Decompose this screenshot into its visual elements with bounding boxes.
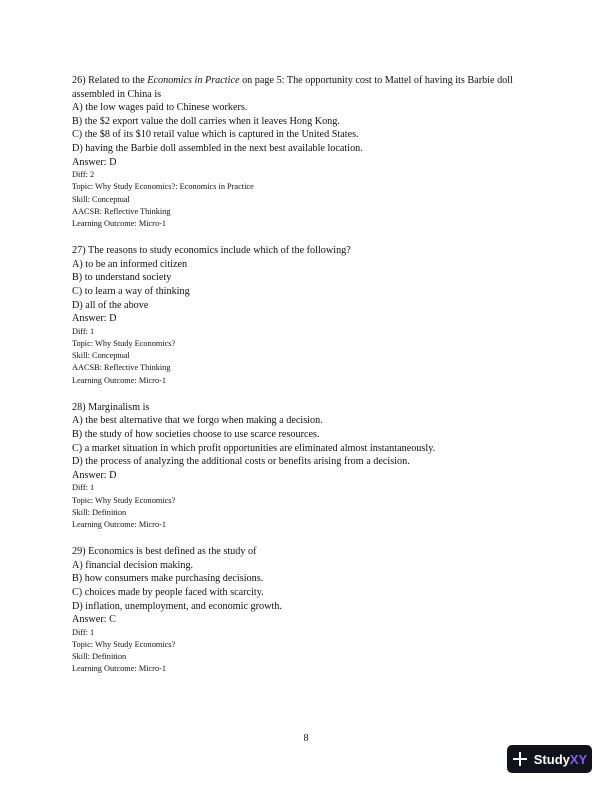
skill: Skill: Conceptual [72, 351, 130, 361]
learning-outcome: Learning Outcome: Micro-1 [72, 519, 167, 529]
difficulty: Diff: 2 [72, 170, 95, 180]
stem-text: Marginalism is [88, 401, 150, 413]
studyxy-badge[interactable] [507, 745, 592, 773]
topic: Topic: Why Study Economics? [72, 338, 176, 348]
skill: Skill: Definition [72, 652, 127, 662]
brand-accent: XY [569, 751, 588, 767]
question-number: 28) [72, 401, 86, 413]
learning-outcome: Learning Outcome: Micro-1 [72, 664, 167, 674]
question-stem [72, 545, 552, 559]
option-a: A) to be an informed citizen [72, 258, 188, 270]
option-b: B) how consumers make purchasing decisions. [72, 573, 264, 585]
difficulty: Diff: 1 [72, 627, 95, 637]
option-c: C) to learn a way of thinking [72, 285, 190, 297]
answer: Answer: D [72, 313, 117, 325]
skill: Skill: Definition [72, 507, 127, 517]
learning-outcome: Learning Outcome: Micro-1 [72, 218, 167, 228]
answer: Answer: D [72, 469, 117, 481]
option-c: C) choices made by people faced with scarcity. [72, 586, 264, 598]
stem-text: The reasons to study economics include which of the following? [87, 245, 351, 257]
question-stem [72, 74, 552, 88]
stem-continuation: assembled in China is [72, 88, 162, 100]
stem-text: on page 5: The opportunity cost to Mattel of having its Barbie doll [239, 75, 513, 86]
topic: Topic: Why Study Economics?: Economics in Practice [72, 182, 254, 192]
question-number: 29) [72, 546, 86, 558]
topic: Topic: Why Study Economics? [72, 639, 176, 649]
question-28 [72, 401, 552, 531]
option-a: A) financial decision making. [72, 559, 194, 571]
topic: Topic: Why Study Economics? [72, 495, 176, 505]
stem-text: Related to the [88, 75, 148, 86]
difficulty: Diff: 1 [72, 326, 95, 336]
plus-icon [512, 751, 528, 767]
option-d: D) inflation, unemployment, and economic growth. [72, 600, 282, 612]
option-b: B) the $2 export value the doll carries when it leaves Hong Kong. [72, 115, 340, 127]
skill: Skill: Conceptual [72, 194, 130, 204]
stem-text: Economics is best defined as the study of [88, 546, 257, 558]
brand-name: Study [533, 751, 570, 767]
question-list [72, 74, 552, 690]
option-a: A) the best alternative that we forgo when making a decision. [72, 415, 323, 427]
question-stem [72, 401, 552, 415]
page-number: 8 [303, 733, 309, 744]
question-29 [72, 545, 552, 675]
option-d: D) the process of analyzing the additional costs or benefits arising from a decision. [72, 456, 410, 468]
answer: Answer: D [72, 156, 117, 168]
question-number: 26) [72, 75, 86, 86]
question-number: 27) [72, 245, 86, 257]
option-b: B) to understand society [72, 272, 172, 284]
aacsb: AACSB: Reflective Thinking [72, 363, 171, 373]
question-26 [72, 74, 552, 230]
question-stem [72, 244, 552, 258]
option-c: C) a market situation in which profit opportunities are eliminated almost instantaneously. [72, 442, 436, 454]
option-d: D) having the Barbie doll assembled in the next best available location. [72, 142, 363, 154]
option-c: C) the $8 of its $10 retail value which is captured in the United States. [72, 129, 359, 141]
learning-outcome: Learning Outcome: Micro-1 [72, 375, 167, 385]
aacsb: AACSB: Reflective Thinking [72, 206, 171, 216]
stem-italic-title: Economics in Practice [147, 75, 240, 86]
question-27 [72, 244, 552, 387]
option-b: B) the study of how societies choose to use scarce resources. [72, 428, 320, 440]
option-d: D) all of the above [72, 299, 149, 311]
difficulty: Diff: 1 [72, 483, 95, 493]
option-a: A) the low wages paid to Chinese workers. [72, 102, 248, 114]
answer: Answer: C [72, 614, 116, 626]
